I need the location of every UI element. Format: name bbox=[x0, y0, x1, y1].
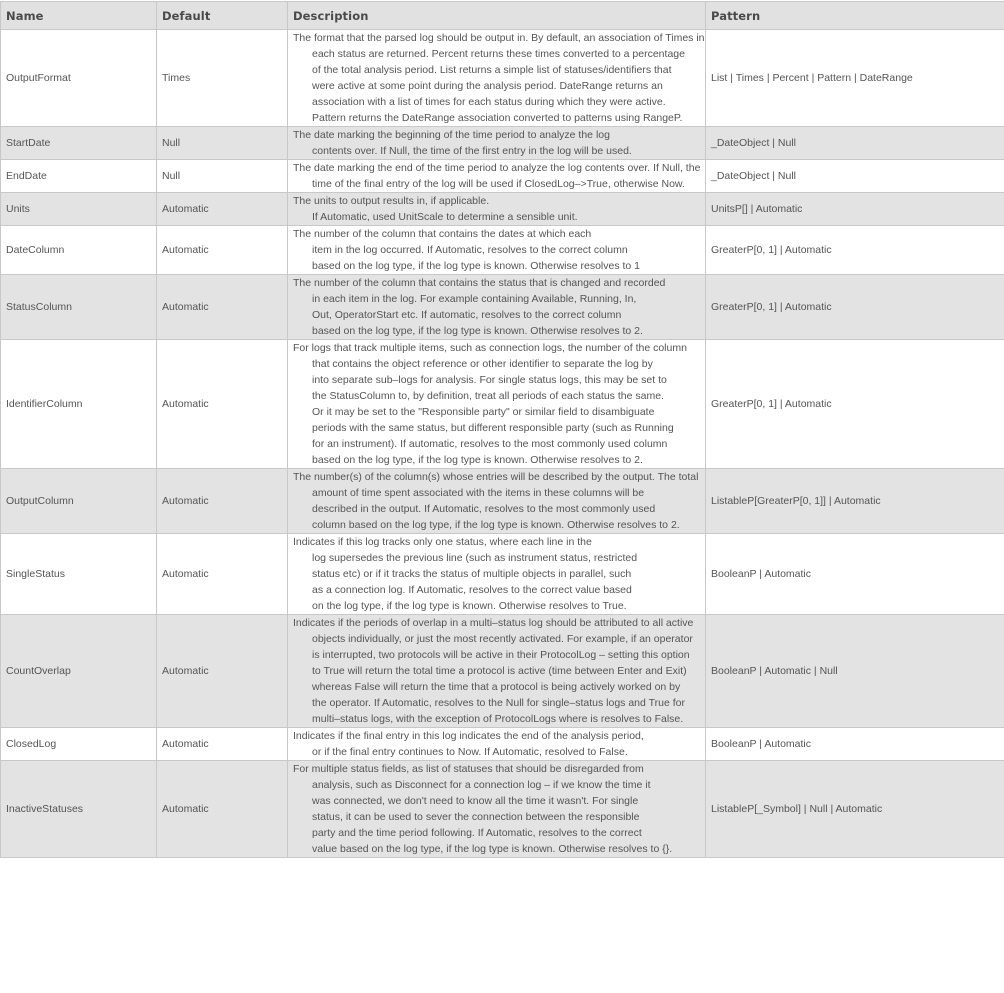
description-line: value based on the log type, if the log type is known. Otherwise resolves to {}. bbox=[293, 841, 700, 857]
description-line: The number(s) of the column(s) whose entries will be described by the output. The total bbox=[293, 469, 700, 485]
table-row bbox=[1, 534, 1004, 615]
option-name: EndDate bbox=[1, 160, 157, 193]
option-default: Automatic bbox=[157, 761, 288, 858]
description-line: based on the log type, if the log type is known. Otherwise resolves to 2. bbox=[293, 323, 700, 339]
option-name: Units bbox=[1, 193, 157, 226]
description-line: based on the log type, if the log type is known. Otherwise resolves to 2. bbox=[293, 452, 700, 468]
table-row bbox=[1, 160, 1004, 193]
description-line: analysis, such as Disconnect for a connection log – if we know the time it bbox=[293, 777, 700, 793]
description-line: The units to output results in, if applicable. bbox=[293, 193, 700, 209]
option-pattern: List | Times | Percent | Pattern | DateRange bbox=[706, 30, 1004, 127]
option-pattern: BooleanP | Automatic | Null bbox=[706, 615, 1004, 728]
description-line: of the total analysis period. List returns a simple list of statuses/identifiers that bbox=[293, 62, 700, 78]
option-pattern: GreaterP[0, 1] | Automatic bbox=[706, 275, 1004, 340]
description-line: for an instrument). If automatic, resolves to the most commonly used column bbox=[293, 436, 700, 452]
description-line: party and the time period following. If Automatic, resolves to the correct bbox=[293, 825, 700, 841]
option-description bbox=[288, 469, 706, 534]
header-pattern: Pattern bbox=[706, 2, 1004, 30]
table-row bbox=[1, 193, 1004, 226]
table-row bbox=[1, 275, 1004, 340]
option-name: DateColumn bbox=[1, 226, 157, 275]
description-line: each status are returned. Percent returns these times converted to a percentage bbox=[293, 46, 700, 62]
header-description: Description bbox=[288, 2, 706, 30]
option-description bbox=[288, 728, 706, 761]
description-line: status, it can be used to sever the connection between the responsible bbox=[293, 809, 700, 825]
option-pattern: ListableP[GreaterP[0, 1]] | Automatic bbox=[706, 469, 1004, 534]
option-name: ClosedLog bbox=[1, 728, 157, 761]
table-row bbox=[1, 761, 1004, 858]
option-default: Automatic bbox=[157, 469, 288, 534]
table-row bbox=[1, 127, 1004, 160]
option-pattern: _DateObject | Null bbox=[706, 160, 1004, 193]
description-line: based on the log type, if the log type is known. Otherwise resolves to 1 bbox=[293, 258, 700, 274]
description-line: If Automatic, used UnitScale to determine a sensible unit. bbox=[293, 209, 700, 225]
description-line: log supersedes the previous line (such as instrument status, restricted bbox=[293, 550, 700, 566]
description-line: time of the final entry of the log will be used if ClosedLog–>True, otherwise Now. bbox=[293, 176, 700, 192]
option-name: IdentifierColumn bbox=[1, 340, 157, 469]
option-name: StartDate bbox=[1, 127, 157, 160]
description-line: Indicates if this log tracks only one status, where each line in the bbox=[293, 534, 700, 550]
option-name: OutputFormat bbox=[1, 30, 157, 127]
description-line: were active at some point during the analysis period. DateRange returns an bbox=[293, 78, 700, 94]
table-row bbox=[1, 226, 1004, 275]
option-pattern: UnitsP[] | Automatic bbox=[706, 193, 1004, 226]
option-description bbox=[288, 193, 706, 226]
description-line: whereas False will return the time that a protocol is being actively worked on by bbox=[293, 679, 700, 695]
option-description bbox=[288, 275, 706, 340]
description-line: that contains the object reference or other identifier to separate the log by bbox=[293, 356, 700, 372]
description-line: Out, OperatorStart etc. If automatic, resolves to the correct column bbox=[293, 307, 700, 323]
description-line: amount of time spent associated with the items in these columns will be bbox=[293, 485, 700, 501]
option-description bbox=[288, 226, 706, 275]
option-name: CountOverlap bbox=[1, 615, 157, 728]
description-line: contents over. If Null, the time of the first entry in the log will be used. bbox=[293, 143, 700, 159]
option-description bbox=[288, 30, 706, 127]
header-name: Name bbox=[1, 2, 157, 30]
option-name: OutputColumn bbox=[1, 469, 157, 534]
option-pattern: ListableP[_Symbol] | Null | Automatic bbox=[706, 761, 1004, 858]
table-row bbox=[1, 469, 1004, 534]
description-line: into separate sub–logs for analysis. For single status logs, this may be set to bbox=[293, 372, 700, 388]
description-line: was connected, we don't need to know all the time it wasn't. For single bbox=[293, 793, 700, 809]
description-line: Or it may be set to the "Responsible party" or similar field to disambiguate bbox=[293, 404, 700, 420]
option-default: Null bbox=[157, 127, 288, 160]
table-body bbox=[1, 30, 1004, 858]
description-line: association with a list of times for each status during which they were active. bbox=[293, 94, 700, 110]
option-default: Automatic bbox=[157, 728, 288, 761]
option-default: Automatic bbox=[157, 226, 288, 275]
option-name: InactiveStatuses bbox=[1, 761, 157, 858]
option-name: SingleStatus bbox=[1, 534, 157, 615]
description-line: The number of the column that contains the dates at which each bbox=[293, 226, 700, 242]
table-row bbox=[1, 340, 1004, 469]
option-description bbox=[288, 127, 706, 160]
description-line: as a connection log. If Automatic, resolves to the correct value based bbox=[293, 582, 700, 598]
option-description bbox=[288, 340, 706, 469]
description-line: Indicates if the periods of overlap in a multi–status log should be attributed to all active bbox=[293, 615, 700, 631]
description-line: to True will return the total time a protocol is active (time between Enter and Exit) bbox=[293, 663, 700, 679]
option-pattern: BooleanP | Automatic bbox=[706, 728, 1004, 761]
description-line: column based on the log type, if the log type is known. Otherwise resolves to 2. bbox=[293, 517, 700, 533]
option-description bbox=[288, 615, 706, 728]
description-line: the operator. If Automatic, resolves to the Null for single–status logs and True for bbox=[293, 695, 700, 711]
description-line: objects individually, or just the most recently activated. For example, if an operator bbox=[293, 631, 700, 647]
description-line: Indicates if the final entry in this log indicates the end of the analysis period, bbox=[293, 728, 700, 744]
description-line: on the log type, if the log type is known. Otherwise resolves to True. bbox=[293, 598, 700, 614]
option-description bbox=[288, 534, 706, 615]
description-line: multi–status logs, with the exception of ProtocolLogs where is resolves to False. bbox=[293, 711, 700, 727]
description-line: For multiple status fields, as list of statuses that should be disregarded from bbox=[293, 761, 700, 777]
option-default: Automatic bbox=[157, 275, 288, 340]
description-line: The date marking the beginning of the time period to analyze the log bbox=[293, 127, 700, 143]
option-description bbox=[288, 160, 706, 193]
option-name: StatusColumn bbox=[1, 275, 157, 340]
option-default: Automatic bbox=[157, 615, 288, 728]
description-line: periods with the same status, but different responsible party (such as Running bbox=[293, 420, 700, 436]
description-line: or if the final entry continues to Now. If Automatic, resolved to False. bbox=[293, 744, 700, 760]
option-pattern: _DateObject | Null bbox=[706, 127, 1004, 160]
table-row bbox=[1, 615, 1004, 728]
description-line: is interrupted, two protocols will be active in their ProtocolLog – setting this option bbox=[293, 647, 700, 663]
option-default: Null bbox=[157, 160, 288, 193]
option-pattern: GreaterP[0, 1] | Automatic bbox=[706, 340, 1004, 469]
description-line: the StatusColumn to, by definition, treat all periods of each status the same. bbox=[293, 388, 700, 404]
table-row bbox=[1, 728, 1004, 761]
description-line: described in the output. If Automatic, resolves to the most commonly used bbox=[293, 501, 700, 517]
description-line: status etc) or if it tracks the status of multiple objects in parallel, such bbox=[293, 566, 700, 582]
description-line: in each item in the log. For example containing Available, Running, In, bbox=[293, 291, 700, 307]
options-table bbox=[0, 1, 1004, 858]
option-default: Automatic bbox=[157, 193, 288, 226]
description-line: For logs that track multiple items, such as connection logs, the number of the column bbox=[293, 340, 700, 356]
description-line: The format that the parsed log should be output in. By default, an association of Times in bbox=[293, 30, 700, 46]
option-description bbox=[288, 761, 706, 858]
option-default: Automatic bbox=[157, 534, 288, 615]
description-line: The date marking the end of the time period to analyze the log contents over. If Null, the bbox=[293, 160, 700, 176]
table-header bbox=[1, 2, 1004, 30]
table-row bbox=[1, 30, 1004, 127]
option-default: Automatic bbox=[157, 340, 288, 469]
description-line: item in the log occurred. If Automatic, resolves to the correct column bbox=[293, 242, 700, 258]
header-default: Default bbox=[157, 2, 288, 30]
description-line: Pattern returns the DateRange association converted to patterns using RangeP. bbox=[293, 110, 700, 126]
option-default: Times bbox=[157, 30, 288, 127]
option-pattern: GreaterP[0, 1] | Automatic bbox=[706, 226, 1004, 275]
description-line: The number of the column that contains the status that is changed and recorded bbox=[293, 275, 700, 291]
option-pattern: BooleanP | Automatic bbox=[706, 534, 1004, 615]
header-row bbox=[1, 2, 1004, 30]
